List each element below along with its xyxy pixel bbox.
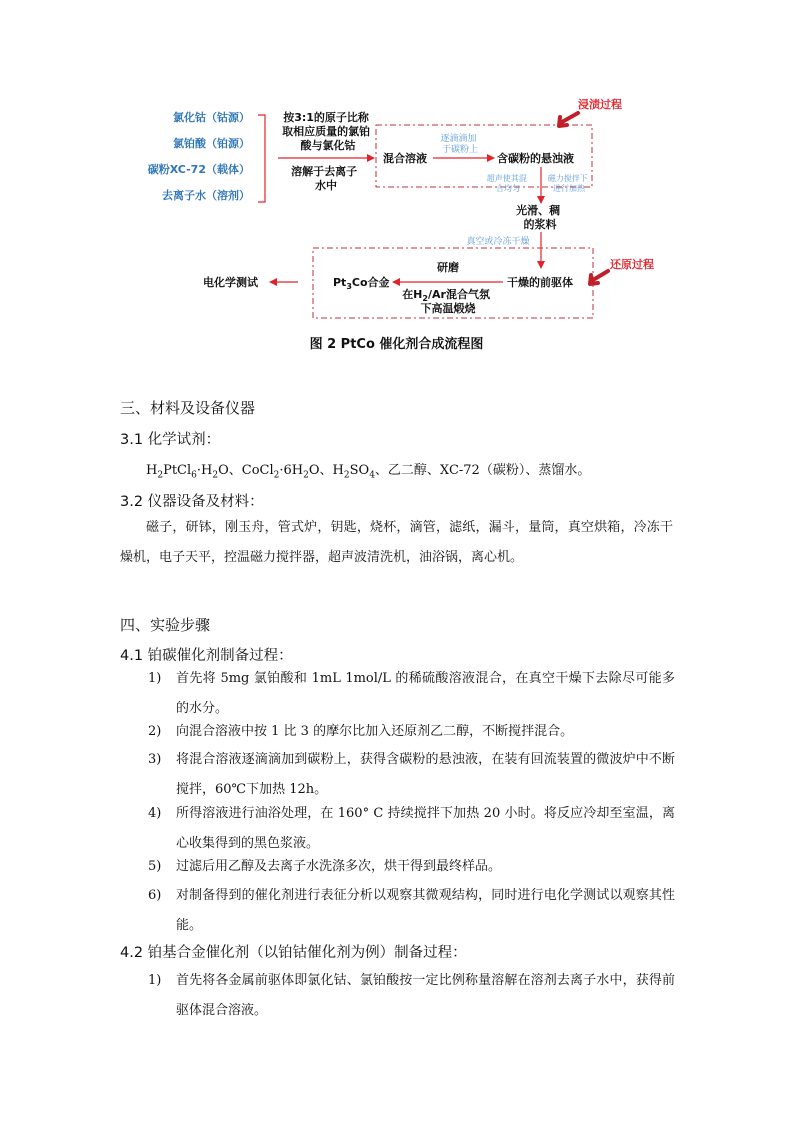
vacuum-freeze-dry-note: 真空或冷冻干燥	[466, 237, 530, 247]
step-number: 4)	[148, 806, 162, 821]
section41-heading: 4.1 铂碳催化剂制备过程：	[120, 648, 293, 664]
dissolve-note: 溶解于去离子 水中	[291, 165, 358, 192]
step-text: 对制备得到的催化剂进行表征分析以观察其微观结构，同时进行电化学测试以观察其性能。	[176, 888, 675, 933]
source-chloroplatinic-acid: 氯铂酸（铂源）	[173, 137, 250, 150]
list-item	[148, 881, 675, 941]
list-item	[148, 717, 675, 747]
mixed-solution-label: 混合溶液	[383, 152, 427, 165]
ultrasonic-note: 超声使其混 合均匀	[486, 174, 527, 193]
source-carbon-xc72: 碳粉XC-72（载体）	[147, 163, 250, 176]
step-text: 所得溶液进行油浴处理，在 160° C 持续搅拌下加热 20 小时。将反应冷却至室温，离心收集得到的黑色浆液。	[176, 806, 675, 851]
equipment-paragraph: 磁子，研钵，刚玉舟，管式炉，钥匙，烧杯，滴管，滤纸，漏斗，量筒，真空烘箱，冷冻干燥机，电子天平，控温磁力搅拌器，超声波清洗机，油浴锅，离心机。	[120, 520, 673, 565]
reduction-process-label: 还原过程	[610, 258, 654, 271]
list-item	[148, 799, 675, 859]
step-number: 3)	[148, 752, 162, 767]
section42-heading: 4.2 铂基合金催化剂（以铂钴催化剂为例）制备过程：	[120, 945, 467, 961]
list-item	[148, 852, 675, 882]
step-number: 2)	[148, 724, 162, 739]
step-number: 5)	[148, 859, 162, 874]
reagent-list: $H_2PtCl_6\cdot H_2O$、$CoCl_2\cdot 6H_2O$、$H_2SO_4$、乙二醇、XC-72（碳粉）、蒸馏水。	[146, 463, 591, 481]
step-text: 首先将各金属前驱体即氯化钴、氯铂酸按一定比例称量溶解在溶剂去离子水中，获得前驱体混合溶液。	[176, 973, 675, 1018]
step-text: 向混合溶液中按 1 比 3 的摩尔比加入还原剂乙二醇，不断搅拌混合。	[176, 724, 574, 739]
impregnation-process-label: 浸渍过程	[578, 98, 622, 111]
magnetic-stir-note: 磁力搅拌下 进行加热	[547, 174, 588, 193]
dried-precursor-label: 干燥的前驱体	[507, 276, 573, 289]
section3-heading: 三、材料及设备仪器	[120, 399, 256, 417]
step-text: 首先将 5mg 氯铂酸和 1mL 1mol/L 的稀硫酸溶液混合，在真空干燥下去除尽可能多的水分。	[176, 671, 675, 716]
impregnation-pointer-arrow	[559, 113, 578, 126]
step-text: 将混合溶液逐滴滴加到碳粉上，获得含碳粉的悬浊液，在装有回流装置的微波炉中不断搅拌，60℃下加热 12h。	[176, 752, 675, 797]
calcination-note: 在$H_2/Ar$混合气氛 下高温煅烧	[402, 288, 490, 315]
source-cobalt-chloride: 氯化钴（钴源）	[173, 111, 250, 124]
figure-caption: 图 2 PtCo 催化剂合成流程图	[309, 337, 484, 352]
list-item	[148, 966, 675, 1026]
list-item	[148, 745, 675, 805]
electrochem-test-label: 电化学测试	[203, 276, 258, 289]
sources-bracket	[258, 115, 265, 202]
slurry-label: 光滑、稠 的浆料	[516, 204, 561, 231]
step-text: 过滤后用乙醇及去离子水洗涤多次，烘干得到最终样品。	[176, 859, 502, 874]
source-deionized-water: 去离子水（溶剂）	[162, 189, 250, 202]
ptco-alloy-label: $Pt_3Co$合金	[333, 276, 390, 291]
section32-heading: 3.2 仪器设备及材料：	[120, 494, 264, 510]
synthesis-flow-diagram	[0, 0, 793, 330]
grinding-label: 研磨	[437, 261, 459, 274]
list-item	[148, 664, 675, 724]
ratio-note: 按3:1的原子比称 取相应质量的氯铂 酸与氯化钴	[282, 111, 371, 152]
carbon-suspension-label: 含碳粉的悬浊液	[497, 152, 574, 165]
section31-heading: 3.1 化学试剂：	[120, 432, 221, 448]
section4-heading: 四、实验步骤	[120, 616, 211, 634]
dropwise-note: 逐滴滴加 于碳粉上	[440, 134, 479, 155]
step-number: 1)	[148, 973, 162, 988]
step-number: 1)	[148, 671, 162, 686]
step-number: 6)	[148, 888, 162, 903]
